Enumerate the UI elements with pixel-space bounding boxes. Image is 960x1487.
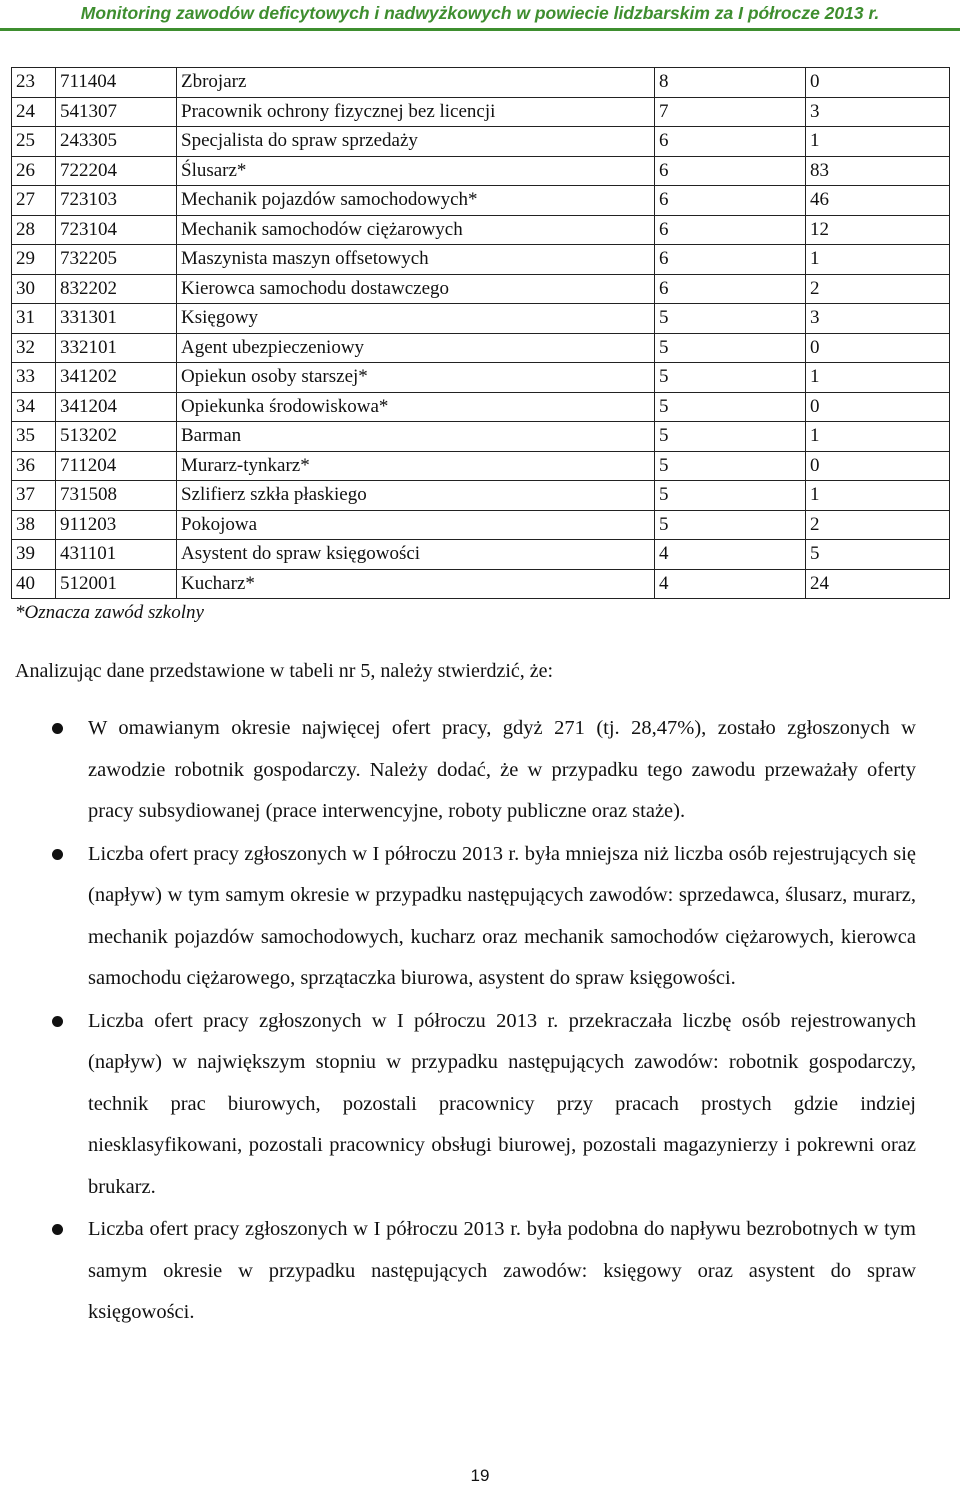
finding-item (0, 708, 916, 833)
registered-unemployed-cell: 0 (806, 451, 950, 481)
table-row (12, 451, 950, 481)
row-number-cell: 33 (12, 363, 56, 393)
job-offers-cell: 6 (655, 215, 806, 245)
occupation-name-cell: Kierowca samochodu dostawczego (177, 274, 655, 304)
job-offers-cell: 5 (655, 481, 806, 511)
table-row (12, 215, 950, 245)
occupation-name-cell: Szlifierz szkła płaskiego (177, 481, 655, 511)
bullet-icon (52, 723, 63, 734)
job-offers-cell: 7 (655, 97, 806, 127)
job-offers-cell: 5 (655, 304, 806, 334)
row-number-cell: 35 (12, 422, 56, 452)
occupation-code-cell: 722204 (56, 156, 177, 186)
table-row (12, 127, 950, 157)
occupation-code-cell: 431101 (56, 540, 177, 570)
job-offers-cell: 5 (655, 451, 806, 481)
table-row (12, 540, 950, 570)
registered-unemployed-cell: 2 (806, 510, 950, 540)
occupation-code-cell: 541307 (56, 97, 177, 127)
job-offers-cell: 6 (655, 186, 806, 216)
occupation-name-cell: Mechanik samochodów ciężarowych (177, 215, 655, 245)
row-number-cell: 26 (12, 156, 56, 186)
row-number-cell: 40 (12, 569, 56, 599)
row-number-cell: 36 (12, 451, 56, 481)
row-number-cell: 38 (12, 510, 56, 540)
occupation-name-cell: Specjalista do spraw sprzedaży (177, 127, 655, 157)
row-number-cell: 39 (12, 540, 56, 570)
job-offers-cell: 4 (655, 569, 806, 599)
occupation-name-cell: Murarz-tynkarz* (177, 451, 655, 481)
registered-unemployed-cell: 1 (806, 245, 950, 275)
bullet-icon (52, 849, 63, 860)
finding-text: W omawianym okresie najwięcej ofert pracy, gdyż 271 (tj. 28,47%), zostało zgłoszonych w zawodzie robotnik gospodarczy. Należy dodać, że w przypadku tego zawodu przeważały oferty pracy subsydiowanej (prace interwencyjne, roboty publiczne oraz staże). (88, 717, 916, 822)
occupation-code-cell: 832202 (56, 274, 177, 304)
table-row (12, 510, 950, 540)
occupation-code-cell: 243305 (56, 127, 177, 157)
occupation-name-cell: Opiekunka środowiskowa* (177, 392, 655, 422)
occupation-name-cell: Księgowy (177, 304, 655, 334)
finding-text: Liczba ofert pracy zgłoszonych w I półroczu 2013 r. była podobna do napływu bezrobotnych w tym samym okresie w przypadku następujących zawodów: księgowy oraz asystent do spraw księgowości. (88, 1218, 916, 1323)
registered-unemployed-cell: 1 (806, 363, 950, 393)
header-divider (0, 28, 960, 31)
occupation-name-cell: Ślusarz* (177, 156, 655, 186)
table-row (12, 392, 950, 422)
analysis-intro: Analizując dane przedstawione w tabeli nr 5, należy stwierdzić, że: (15, 660, 554, 682)
bullet-icon (52, 1224, 63, 1235)
job-offers-cell: 5 (655, 510, 806, 540)
occupation-name-cell: Maszynista maszyn offsetowych (177, 245, 655, 275)
registered-unemployed-cell: 1 (806, 127, 950, 157)
table-footnote: *Oznacza zawód szkolny (15, 602, 204, 623)
header-title: Monitoring zawodów deficytowych i nadwyżkowych w powiecie lidzbarskim za I półrocze 2013 r. (80, 3, 880, 23)
table-row (12, 156, 950, 186)
occupation-name-cell: Agent ubezpieczeniowy (177, 333, 655, 363)
job-offers-cell: 4 (655, 540, 806, 570)
occupation-name-cell: Barman (177, 422, 655, 452)
registered-unemployed-cell: 83 (806, 156, 950, 186)
table-row (12, 97, 950, 127)
registered-unemployed-cell: 3 (806, 97, 950, 127)
findings-list (0, 708, 916, 1335)
row-number-cell: 24 (12, 97, 56, 127)
registered-unemployed-cell: 2 (806, 274, 950, 304)
table-row (12, 245, 950, 275)
occupation-code-cell: 723103 (56, 186, 177, 216)
registered-unemployed-cell: 0 (806, 392, 950, 422)
row-number-cell: 31 (12, 304, 56, 334)
occupation-code-cell: 732205 (56, 245, 177, 275)
table-row (12, 569, 950, 599)
occupation-code-cell: 341202 (56, 363, 177, 393)
table-row (12, 274, 950, 304)
occupation-code-cell: 341204 (56, 392, 177, 422)
occupation-name-cell: Asystent do spraw księgowości (177, 540, 655, 570)
job-offers-cell: 6 (655, 245, 806, 275)
job-offers-cell: 5 (655, 363, 806, 393)
table-row (12, 333, 950, 363)
job-offers-cell: 5 (655, 422, 806, 452)
occupations-table-body (12, 68, 950, 599)
registered-unemployed-cell: 3 (806, 304, 950, 334)
occupation-code-cell: 513202 (56, 422, 177, 452)
occupation-code-cell: 331301 (56, 304, 177, 334)
job-offers-cell: 6 (655, 274, 806, 304)
occupation-name-cell: Kucharz* (177, 569, 655, 599)
finding-item (0, 1001, 916, 1209)
row-number-cell: 34 (12, 392, 56, 422)
table-row (12, 363, 950, 393)
occupation-code-cell: 711404 (56, 68, 177, 98)
finding-text: Liczba ofert pracy zgłoszonych w I półroczu 2013 r. była mniejsza niż liczba osób rejestrujących się (napływ) w tym samym okresie w przypadku następujących zawodów: sprzedawca, ślusarz, murarz, mechanik pojazdów samochodowych, kucharz oraz mechanik samochodów ciężarowych, kierowca samochodu ciężarowego, sprzątaczka biurowa, asystent do spraw księgowości. (88, 842, 916, 989)
occupation-name-cell: Pracownik ochrony fizycznej bez licencji (177, 97, 655, 127)
finding-item (0, 1209, 916, 1334)
row-number-cell: 37 (12, 481, 56, 511)
registered-unemployed-cell: 1 (806, 422, 950, 452)
table-row (12, 304, 950, 334)
occupation-code-cell: 512001 (56, 569, 177, 599)
occupation-name-cell: Pokojowa (177, 510, 655, 540)
registered-unemployed-cell: 1 (806, 481, 950, 511)
occupation-name-cell: Zbrojarz (177, 68, 655, 98)
registered-unemployed-cell: 0 (806, 333, 950, 363)
row-number-cell: 25 (12, 127, 56, 157)
job-offers-cell: 6 (655, 127, 806, 157)
job-offers-cell: 5 (655, 333, 806, 363)
occupation-code-cell: 731508 (56, 481, 177, 511)
table-row (12, 186, 950, 216)
row-number-cell: 30 (12, 274, 56, 304)
registered-unemployed-cell: 12 (806, 215, 950, 245)
job-offers-cell: 5 (655, 392, 806, 422)
occupation-code-cell: 911203 (56, 510, 177, 540)
row-number-cell: 28 (12, 215, 56, 245)
occupations-table (11, 67, 950, 599)
row-number-cell: 23 (12, 68, 56, 98)
occupation-code-cell: 711204 (56, 451, 177, 481)
registered-unemployed-cell: 24 (806, 569, 950, 599)
occupation-name-cell: Mechanik pojazdów samochodowych* (177, 186, 655, 216)
row-number-cell: 32 (12, 333, 56, 363)
finding-item (0, 834, 916, 1000)
finding-text: Liczba ofert pracy zgłoszonych w I półroczu 2013 r. przekraczała liczbę osób rejestrowanych (napływ) w największym stopniu w przypadku następujących zawodów: robotnik gospodarczy, technik prac biurowych, pozostali pracownicy przy pracach prostych gdzie indziej niesklasyfikowani, pozostali pracownicy obsługi biurowej, pozostali magazynierzy i pokrewni oraz brukarz. (88, 1009, 916, 1198)
registered-unemployed-cell: 46 (806, 186, 950, 216)
job-offers-cell: 6 (655, 156, 806, 186)
page-number: 19 (470, 1466, 490, 1485)
job-offers-cell: 8 (655, 68, 806, 98)
row-number-cell: 29 (12, 245, 56, 275)
table-row (12, 481, 950, 511)
registered-unemployed-cell: 0 (806, 68, 950, 98)
table-row (12, 422, 950, 452)
table-row (12, 68, 950, 98)
occupation-name-cell: Opiekun osoby starszej* (177, 363, 655, 393)
page-header (0, 0, 960, 30)
registered-unemployed-cell: 5 (806, 540, 950, 570)
occupation-code-cell: 332101 (56, 333, 177, 363)
occupation-code-cell: 723104 (56, 215, 177, 245)
bullet-icon (52, 1016, 63, 1027)
row-number-cell: 27 (12, 186, 56, 216)
